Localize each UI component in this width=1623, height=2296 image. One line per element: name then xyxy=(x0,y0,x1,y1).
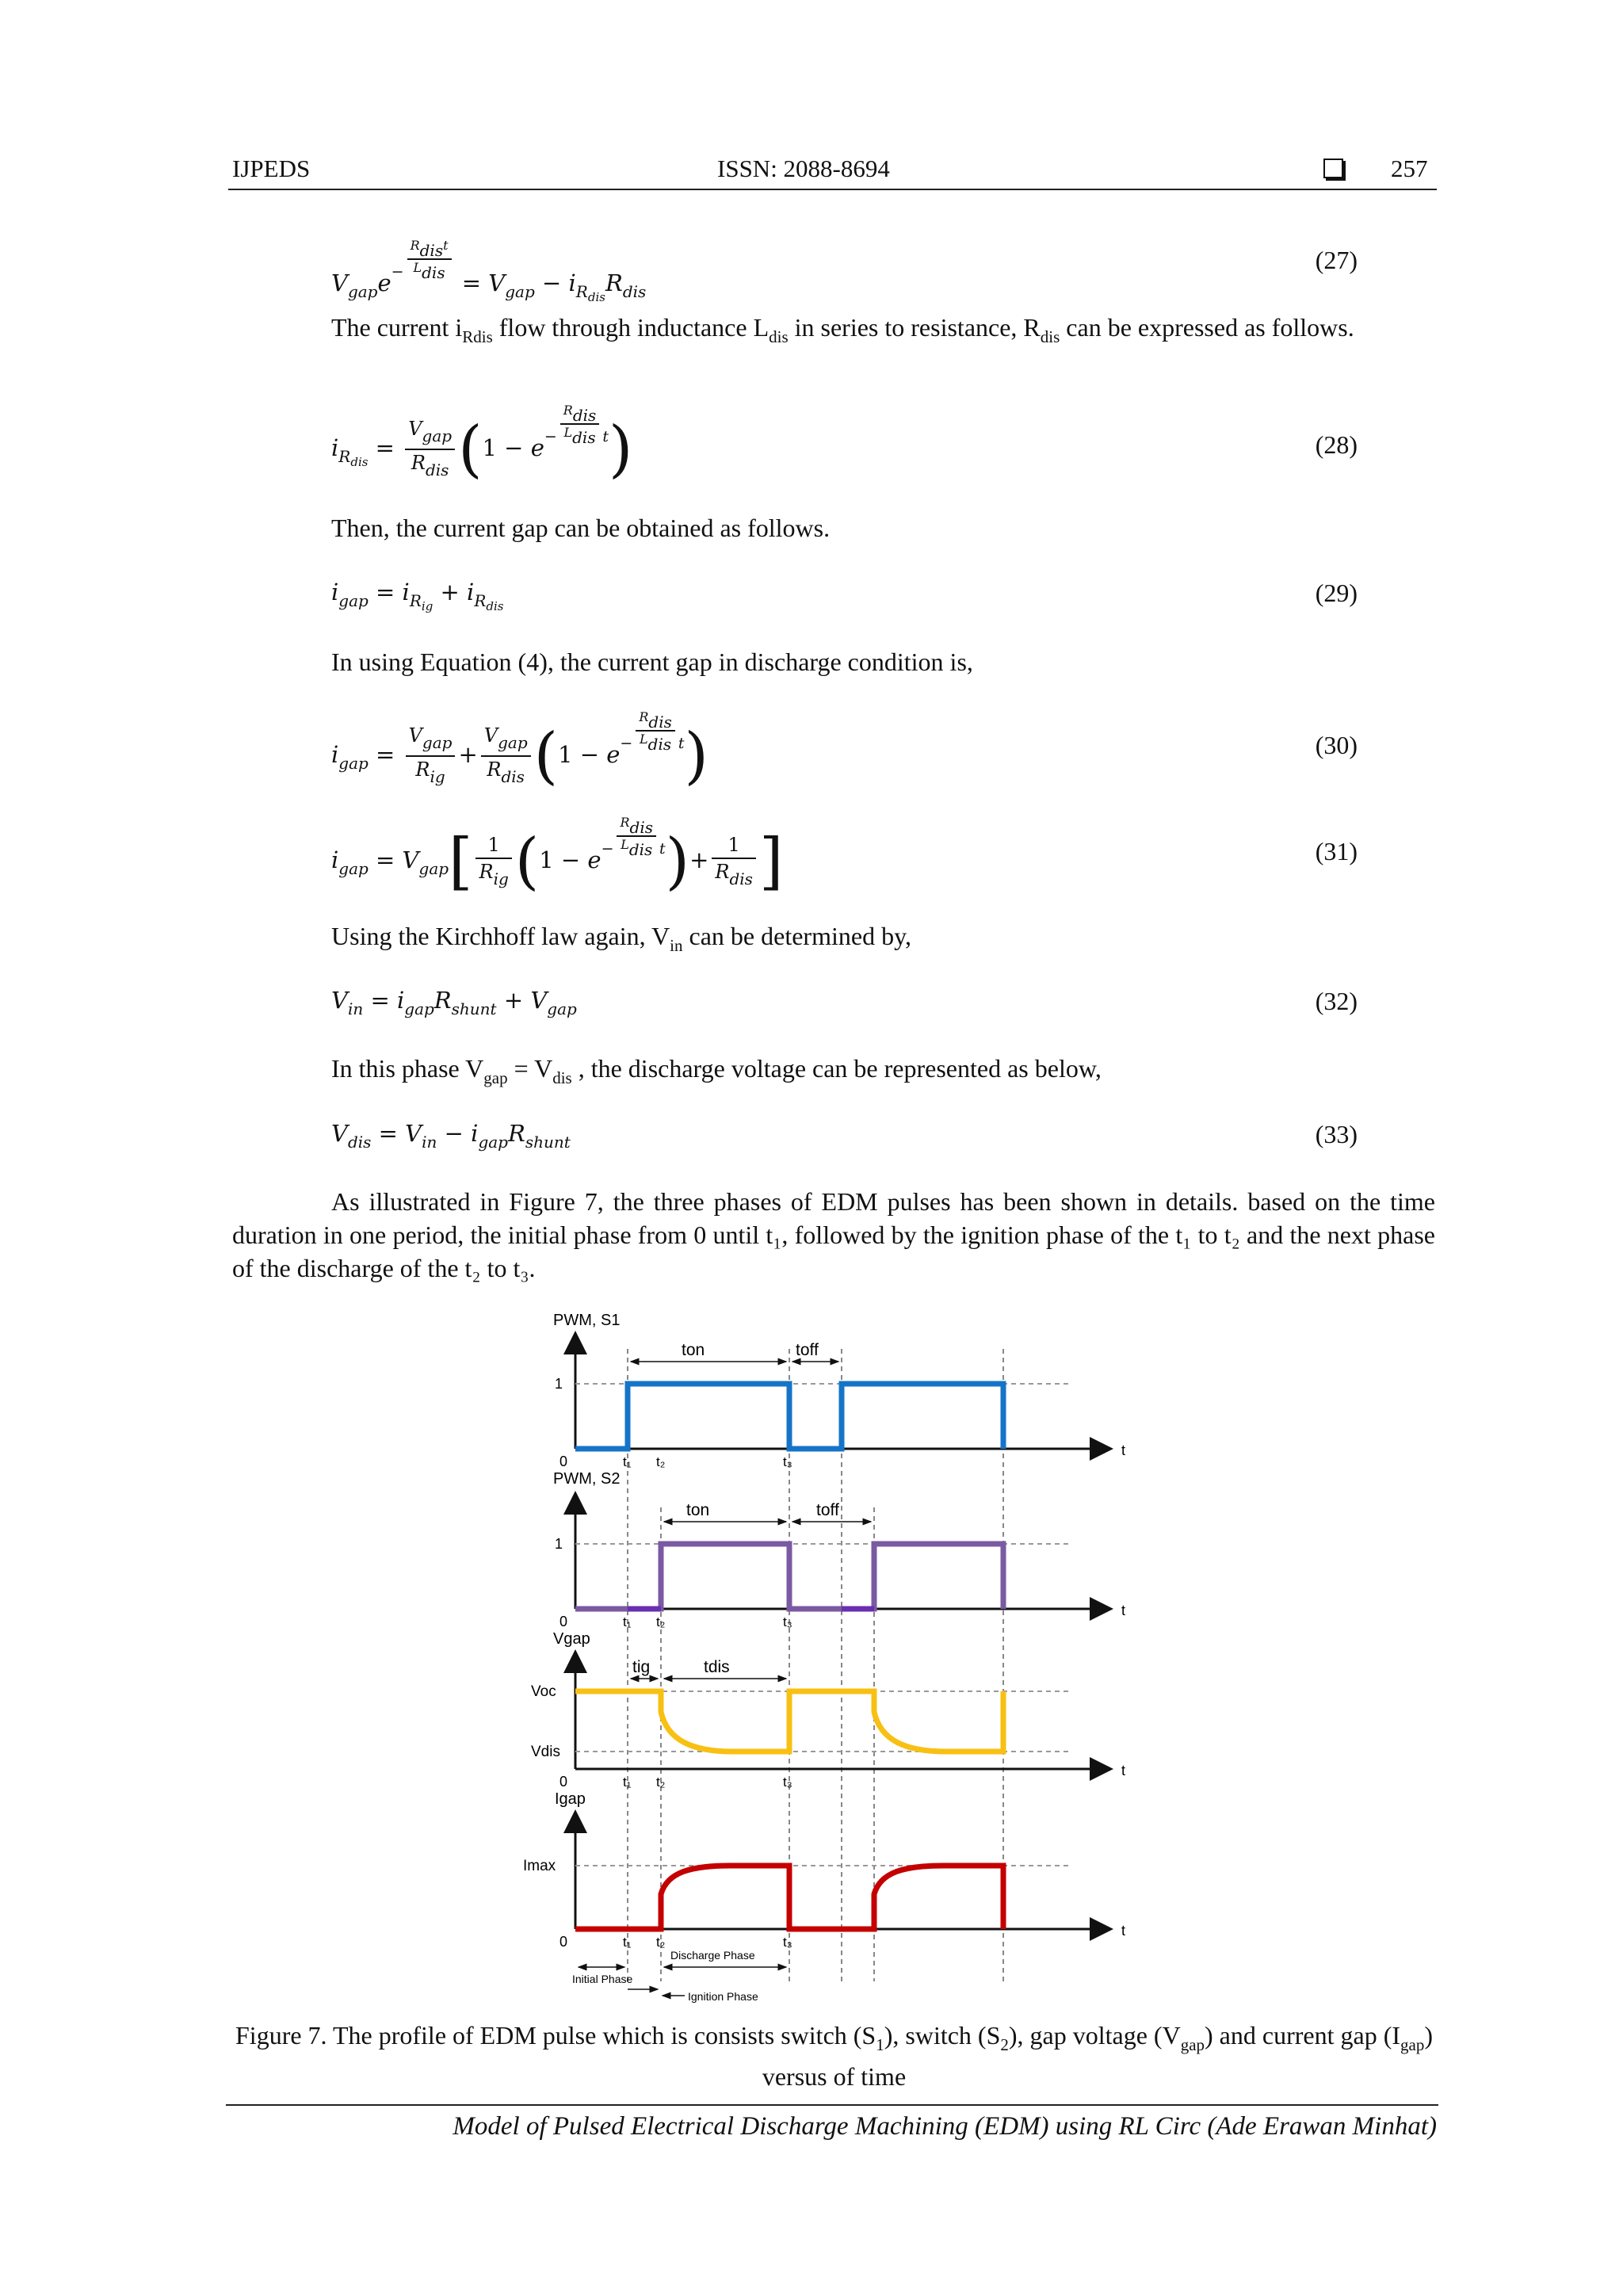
tick-label: t₁ xyxy=(623,1935,632,1950)
axis-label: PWM, S1 xyxy=(553,1312,621,1329)
equation-31: $i_{gap} = V_{gap}$[ $\frac{1}{R_{ig}}$ $(1 - e^{- \frac{R_{dis}}{L_{dis}} t})+$ $\frac{1}{R_{dis}}$ ] xyxy=(331,815,784,897)
tick-label: t₁ xyxy=(623,1614,632,1629)
phase-label: Discharge Phase xyxy=(670,1949,755,1962)
level-label: Imax xyxy=(523,1858,556,1874)
paragraph: In using Equation (4), the current gap in discharge condition is, xyxy=(331,648,973,676)
level-label: Voc xyxy=(531,1683,556,1700)
paragraph: Using the Kirchhoff law again, $V_{in}$ can be determined by, xyxy=(331,922,911,955)
panel-vgap xyxy=(531,1630,1125,1790)
tick-label: t₁ xyxy=(623,1775,632,1790)
equation-33: $V_{dis} = V_{in} - i_{gap}R_{shunt}$ xyxy=(331,1120,571,1152)
phase-label: Initial Phase xyxy=(572,1973,633,1985)
panel-pwm-s1 xyxy=(553,1312,1125,1469)
equation-27: $V_{gap}e^{- \frac{R_{dis}t}{L_{dis}}}$ = $V_{gap} - i_{R_{dis}}R_{dis}$ xyxy=(331,238,647,304)
equation-number: (30) xyxy=(1315,731,1358,759)
equation-number: (32) xyxy=(1315,987,1358,1015)
tick-label: 0 xyxy=(559,1774,568,1790)
equation-number: (29) xyxy=(1315,579,1358,607)
tick-label: t₃ xyxy=(783,1775,792,1790)
equation-28: $i_{R_{dis}}$ = $\frac{V_{gap}}{R_{dis}}$ $(1 - e^{- \frac{R_{dis}}{L_{dis}} t})$ xyxy=(331,403,633,485)
tick-label: t₂ xyxy=(656,1614,666,1629)
square-bullet-icon xyxy=(1323,159,1343,178)
level-label: 1 xyxy=(555,1376,563,1392)
paragraph: As illustrated in Figure 7, the three phases of EDM pulses has been shown in details. based on the time duration in one period, the initial phase from 0 until t₁, followed by the ignition phase of the t₁ to t₂ and the next phase of the discharge of the t₂ to t₃. xyxy=(232,1187,1435,1282)
tick-label: t₃ xyxy=(783,1614,792,1629)
width-label: tig xyxy=(632,1658,651,1676)
tick-label: 0 xyxy=(559,1454,568,1469)
tick-label: t₁ xyxy=(623,1454,632,1469)
width-label: toff xyxy=(796,1341,819,1359)
level-label: 1 xyxy=(555,1536,563,1552)
tick-label: t₂ xyxy=(656,1935,666,1950)
panel-igap xyxy=(523,1790,1125,2003)
axis-label: PWM, S2 xyxy=(553,1470,621,1488)
tick-label: t₃ xyxy=(783,1935,792,1950)
equation-number: (31) xyxy=(1315,837,1358,865)
paragraph: Then, the current gap can be obtained as follows. xyxy=(331,514,831,542)
width-label: toff xyxy=(816,1501,839,1519)
issn: ISSN: 2088-8694 xyxy=(717,155,890,182)
tick-label: t xyxy=(1121,1442,1126,1458)
header-rule xyxy=(228,189,1437,190)
equation-29: $i_{gap} = i_{R_{ig}} + i_{R_{dis}}$ xyxy=(331,579,504,613)
tick-label: t xyxy=(1121,1603,1126,1618)
equation-number: (28) xyxy=(1315,430,1358,459)
page-number: 257 xyxy=(1391,155,1428,182)
width-label: ton xyxy=(682,1341,705,1359)
tick-label: 0 xyxy=(559,1934,568,1950)
paragraph: The current $i_{Rdis}$ flow through inductance $L_{dis}$ in series to resistance, $R_{dis}$ can be expressed as follows. xyxy=(331,313,1354,346)
width-label: ton xyxy=(686,1501,710,1519)
equation-32: $V_{in} = i_{gap}R_{shunt} + V_{gap}$ xyxy=(331,987,577,1018)
equation-number: (33) xyxy=(1315,1120,1358,1148)
axis-label: Vgap xyxy=(553,1630,590,1648)
tick-label: t₂ xyxy=(656,1775,666,1790)
tick-label: 0 xyxy=(559,1614,568,1629)
phase-label: Ignition Phase xyxy=(688,1990,758,2003)
tick-label: t₂ xyxy=(656,1454,666,1469)
level-label: Vdis xyxy=(531,1744,560,1760)
footer-rule xyxy=(226,2104,1438,2106)
width-label: tdis xyxy=(704,1658,730,1676)
axis-label: Igap xyxy=(555,1790,586,1808)
tick-label: t₃ xyxy=(783,1454,792,1469)
journal-name: IJPEDS xyxy=(232,155,311,182)
equation-number: (27) xyxy=(1315,246,1358,274)
footer-text: Model of Pulsed Electrical Discharge Machining (EDM) using RL Circ (Ade Erawan Minhat) xyxy=(453,2112,1437,2141)
guide-lines xyxy=(628,1349,1003,1981)
tick-label: t xyxy=(1121,1923,1126,1939)
equation-30: $i_{gap}$ = $\frac{V_{gap}}{R_{ig}}$ + $\frac{V_{gap}}{R_{dis}}$ $(1 - e^{- \frac{R_{dis}}{L_{dis}} t})$ xyxy=(331,709,708,792)
paragraph: In this phase $V_{gap} = V_{dis}$ , the discharge voltage can be represented as below, xyxy=(331,1054,1102,1087)
panel-pwm-s2 xyxy=(553,1470,1125,1629)
edm-pulse-figure xyxy=(523,1300,1141,2005)
tick-label: t xyxy=(1121,1763,1126,1778)
figure-caption: Figure 7. The profile of EDM pulse which is consists switch $(S_1)$, switch $(S_2)$, gap voltage $(V_{gap})$ and current gap $(I_{gap})$ versus of time xyxy=(235,2021,1433,2091)
